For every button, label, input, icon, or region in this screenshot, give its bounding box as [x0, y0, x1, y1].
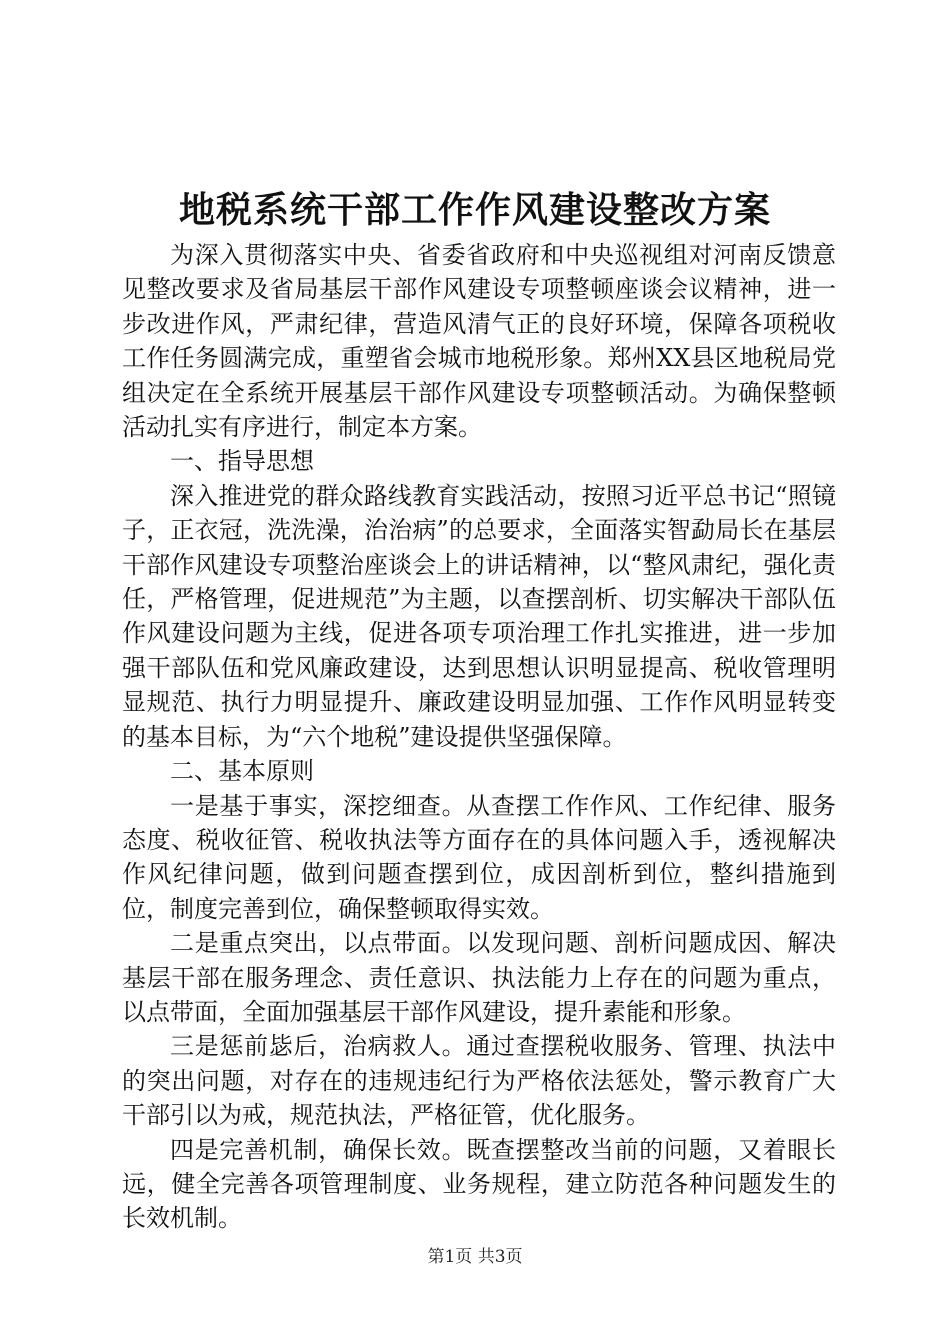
document-body [122, 238, 836, 1236]
document-title: 地税系统干部工作作风建设整改方案 [178, 189, 771, 231]
principle-paragraph-2: 二是重点突出，以点带面。以发现问题、剖析问题成因、解决基层干部在服务理念、责任意识、执法能力上存在的问题为重点，以点带面，全面加强基层干部作风建设，提升素能和形象。 [122, 929, 836, 1026]
principle-paragraph-4: 四是完善机制，确保长效。既查摆整改当前的问题，又着眼长远，健全完善各项管理制度、业务规程，建立防范各种问题发生的长效机制。 [122, 1135, 836, 1233]
section-heading-guiding-ideology: 一、指导思想 [170, 447, 314, 476]
principle-paragraph-3: 三是惩前毖后，治病救人。通过查摆税收服务、管理、执法中的突出问题，对存在的违规违纪行为严格依法惩处，警示教育广大干部引以为戒，规范执法，严格征管，优化服务。 [122, 1032, 836, 1130]
page-footer: 第1页 共3页 [427, 1247, 523, 1267]
guiding-ideology-paragraph: 深入推进党的群众路线教育实践活动，按照习近平总书记“照镜子，正衣冠，洗洗澡，治治病”的总要求，全面落实智勐局长在基层干部作风建设专项整治座谈会上的讲话精神，以“整风肃纪，强化责任，严格管理，促进规范”为主题，以查摆剖析、切实解决干部队伍作风建设问题为主线，促进各项专项治理工作扎实推进，进一步加强干部队伍和党风廉政建设，达到思想认识明显提高、税收管理明显规范、执行力明显提升、廉政建设明显加强、工作作风明显转变的基本目标，为“六个地税”建设提供坚强保障。 [122, 481, 836, 751]
principle-paragraph-1: 一是基于事实，深挖细查。从查摆工作作风、工作纪律、服务态度、税收征管、税收执法等方面存在的具体问题入手，透视解决作风纪律问题，做到问题查摆到位，成因剖析到位，整纠措施到位，制度完善到位，确保整顿取得实效。 [122, 791, 836, 923]
intro-paragraph: 为深入贯彻落实中央、省委省政府和中央巡视组对河南反馈意见整改要求及省局基层干部作风建设专项整顿座谈会议精神，进一步改进作风，严肃纪律，营造风清气正的良好环境，保障各项税收工作任务圆满完成，重塑省会城市地税形象。郑州XX县区地税局党组决定在全系统开展基层干部作风建设专项整顿活动。为确保整顿活动扎实有序进行，制定本方案。 [122, 241, 836, 442]
section-heading-basic-principles: 二、基本原则 [170, 757, 314, 786]
